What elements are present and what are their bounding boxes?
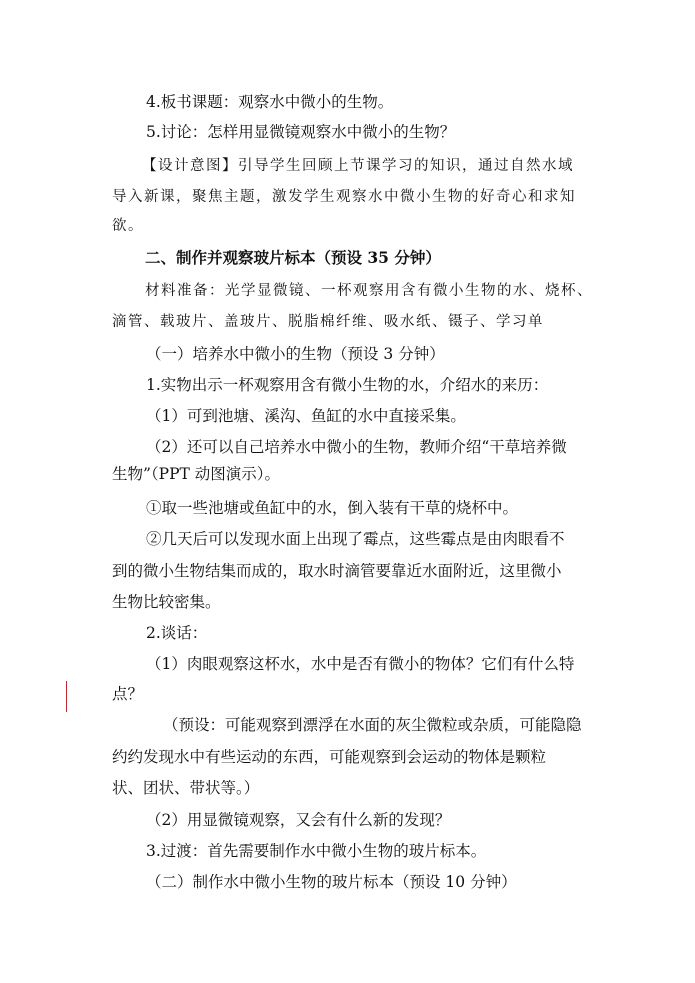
text-line-13: 点？ (112, 685, 144, 703)
text-line-9: 到的微小生物结集而成的，取水时滴管要靠近水面附近，这里微小 (112, 562, 562, 580)
text-line-10: 生物比较密集。 (112, 593, 221, 611)
text-line-3: 1.实物出示一杯观察用含有微小生物的水，介绍水的来历： (146, 376, 549, 394)
text-line-5: （2）还可以自己培养水中微小的生物，教师介绍“干草培养微 (146, 438, 567, 456)
design-intent-line-3: 欲。 (112, 218, 144, 234)
text-line-15: 约约发现水中有些运动的东西，可能观察到会运动的物体是颗粒 (112, 748, 547, 766)
text-line-17: （2）用显微镜观察，又会有什么新的发现？ (146, 811, 451, 829)
margin-mark (66, 681, 67, 712)
materials-line-2: 滴管、载玻片、盖玻片、脱脂棉纤维、吸水纸、镊子、学习单 (112, 314, 544, 330)
text-line-14: （预设：可能观察到漂浮在水面的灰尘微粒或杂质，可能隐隐 (163, 716, 582, 734)
text-line-18: 3.过渡：首先需要制作水中微小生物的玻片标本。 (146, 842, 487, 860)
text-line-12: （1）肉眼观察这杯水，水中是否有微小的物体？它们有什么特 (146, 655, 575, 673)
text-line-2: 5.讨论：怎样用显微镜观察水中微小的生物？ (146, 123, 456, 141)
text-line-16: 状、团状、带状等。） (112, 779, 260, 797)
text-line-11: 2.谈话： (146, 624, 208, 642)
design-intent-line-1: 【设计意图】引导学生回顾上节课学习的知识，通过自然水域 (142, 158, 574, 174)
text-line-1: 4.板书课题：观察水中微小的生物。 (146, 93, 394, 111)
subsection-heading-2: （二）制作水中微小生物的玻片标本（预设 10 分钟） (146, 873, 517, 891)
text-line-6: 生物”（PPT 动图演示）。 (112, 465, 281, 483)
subsection-heading-1: （一）培养水中微小的生物（预设 3 分钟） (146, 345, 445, 363)
text-line-8: ②几天后可以发现水面上出现了霉点，这些霉点是由肉眼看不 (146, 530, 565, 548)
materials-line-1: 材料准备：光学显微镜、一杯观察用含有微小生物的水、烧杯、 (145, 283, 593, 299)
design-intent-line-2: 导入新课，聚焦主题，激发学生观察水中微小生物的好奇心和求知 (112, 189, 576, 205)
text-line-4: （1）可到池塘、溪沟、鱼缸的水中直接采集。 (146, 407, 466, 425)
text-line-7: ①取一些池塘或鱼缸中的水，倒入装有干草的烧杯中。 (146, 499, 519, 517)
section-heading: 二、制作并观察玻片标本（预设 35 分钟） (145, 248, 441, 267)
